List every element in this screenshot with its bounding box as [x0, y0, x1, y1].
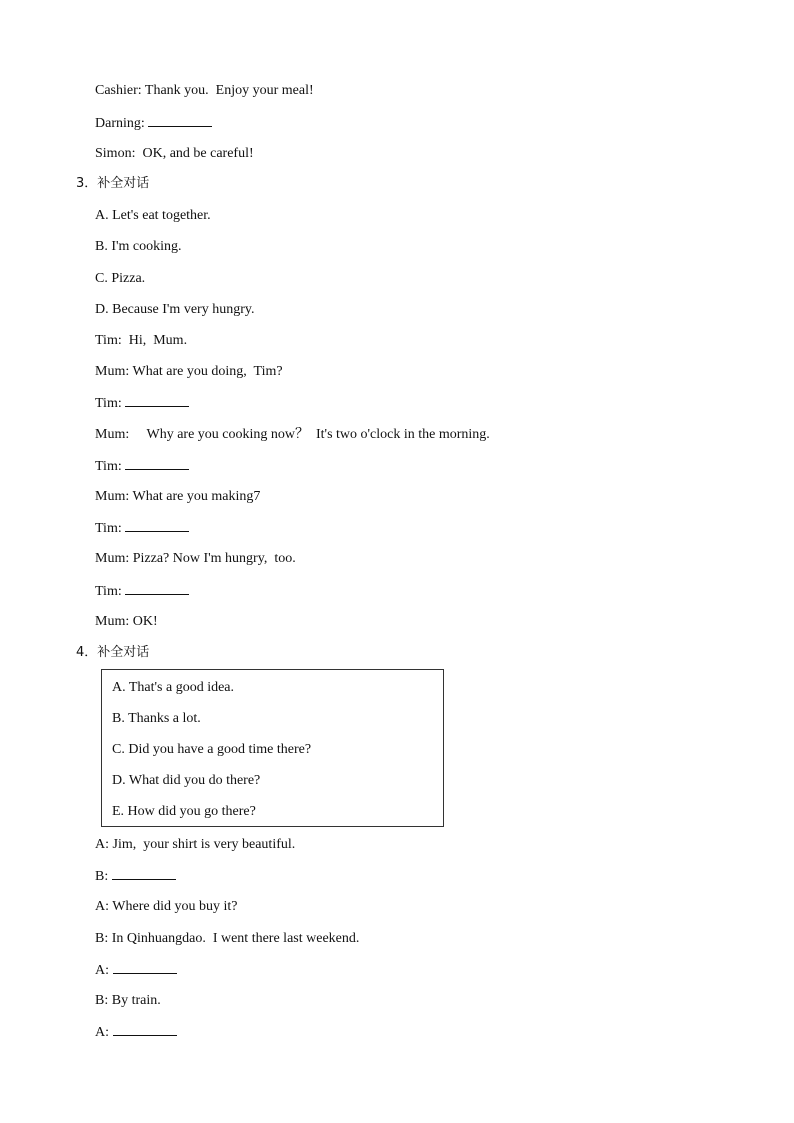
- speaker: Simon: [95, 146, 132, 161]
- speaker: Tim: [95, 333, 118, 348]
- speaker: B: [95, 869, 105, 884]
- answer-blank[interactable]: [148, 114, 212, 127]
- question-title: 补全对话: [97, 645, 150, 660]
- dialogue-line: B:: [95, 867, 176, 886]
- option: A. That's a good idea.: [112, 680, 235, 695]
- speaker: A: [95, 963, 106, 978]
- option: A. Let's eat together.: [95, 208, 211, 223]
- answer-blank[interactable]: [112, 867, 176, 880]
- option: B. Thanks a lot.: [112, 711, 201, 726]
- dialogue-line: Mum: Why are you cooking now？ It's two o'clock in the morning.: [95, 427, 490, 442]
- dialogue-line: Mum: What are you doing, Tim?: [95, 364, 283, 379]
- line-text: In Qinhuangdao. I went there last weekend.: [111, 931, 360, 946]
- line-text: Where did you buy it?: [112, 899, 238, 914]
- answer-blank[interactable]: [125, 519, 189, 532]
- question-4-heading: [76, 644, 149, 662]
- speaker: A: [95, 899, 106, 914]
- dialogue-line: Mum: What are you making7: [95, 489, 261, 504]
- speaker: A: [95, 1025, 106, 1040]
- answer-blank[interactable]: [125, 394, 189, 407]
- speaker: Tim: [95, 584, 118, 599]
- answer-blank[interactable]: [113, 1023, 177, 1036]
- dialogue-line: B: In Qinhuangdao. I went there last weekend.: [95, 931, 360, 946]
- dialogue-line: Tim: Hi, Mum.: [95, 333, 188, 348]
- dialogue-line: B: By train.: [95, 993, 161, 1008]
- dialogue-line: Simon: OK, and be careful!: [95, 146, 254, 161]
- speaker: Tim: [95, 459, 118, 474]
- dialogue-line: A:: [95, 1023, 177, 1042]
- answer-blank[interactable]: [125, 582, 189, 595]
- speaker: Darning: [95, 116, 141, 131]
- question-number: 4．: [76, 645, 98, 660]
- dialogue-line: Tim:: [95, 582, 189, 601]
- answer-blank[interactable]: [125, 457, 189, 470]
- option: D. Because I'm very hungry.: [95, 302, 255, 317]
- speaker: B: [95, 993, 105, 1008]
- dialogue-line: A:: [95, 961, 177, 980]
- line-text: Hi, Mum.: [125, 333, 188, 348]
- dialogue-line: Tim:: [95, 457, 189, 476]
- options-box: [101, 669, 444, 827]
- dialogue-line: Darning:: [95, 114, 212, 133]
- speaker: Cashier: [95, 83, 138, 98]
- dialogue-line: Cashier: Thank you. Enjoy your meal!: [95, 83, 314, 98]
- line-text: OK!: [132, 614, 158, 629]
- line-text: Why are you cooking now？ It's two o'clock in the morning.: [129, 427, 490, 442]
- speaker: Tim: [95, 521, 118, 536]
- speaker: A: [95, 837, 106, 852]
- line-text: By train.: [111, 993, 161, 1008]
- line-text: Pizza? Now I'm hungry, too.: [132, 551, 296, 566]
- speaker: Mum: [95, 427, 126, 442]
- question-number: 3．: [76, 176, 98, 191]
- answer-blank[interactable]: [113, 961, 177, 974]
- dialogue-line: A: Jim, your shirt is very beautiful.: [95, 837, 296, 852]
- line-text: What are you doing, Tim?: [132, 364, 283, 379]
- line-text: What are you making7: [132, 489, 261, 504]
- speaker: Mum: [95, 489, 126, 504]
- speaker: B: [95, 931, 105, 946]
- line-text: OK, and be careful!: [138, 146, 254, 161]
- option: E. How did you go there?: [112, 804, 256, 819]
- option: B. I'm cooking.: [95, 239, 182, 254]
- dialogue-line: Tim:: [95, 394, 189, 413]
- speaker: Mum: [95, 551, 126, 566]
- speaker: Tim: [95, 396, 118, 411]
- dialogue-line: Mum: OK!: [95, 614, 158, 629]
- option: C. Pizza.: [95, 271, 146, 286]
- dialogue-line: A: Where did you buy it?: [95, 899, 238, 914]
- speaker: Mum: [95, 364, 126, 379]
- option: C. Did you have a good time there?: [112, 742, 312, 757]
- dialogue-line: Tim:: [95, 519, 189, 538]
- question-3-heading: [76, 175, 149, 193]
- line-text: Jim, your shirt is very beautiful.: [112, 837, 296, 852]
- speaker: Mum: [95, 614, 126, 629]
- question-title: 补全对话: [97, 176, 150, 191]
- line-text: Thank you. Enjoy your meal!: [144, 83, 314, 98]
- option: D. What did you do there?: [112, 773, 261, 788]
- dialogue-line: Mum: Pizza? Now I'm hungry, too.: [95, 551, 296, 566]
